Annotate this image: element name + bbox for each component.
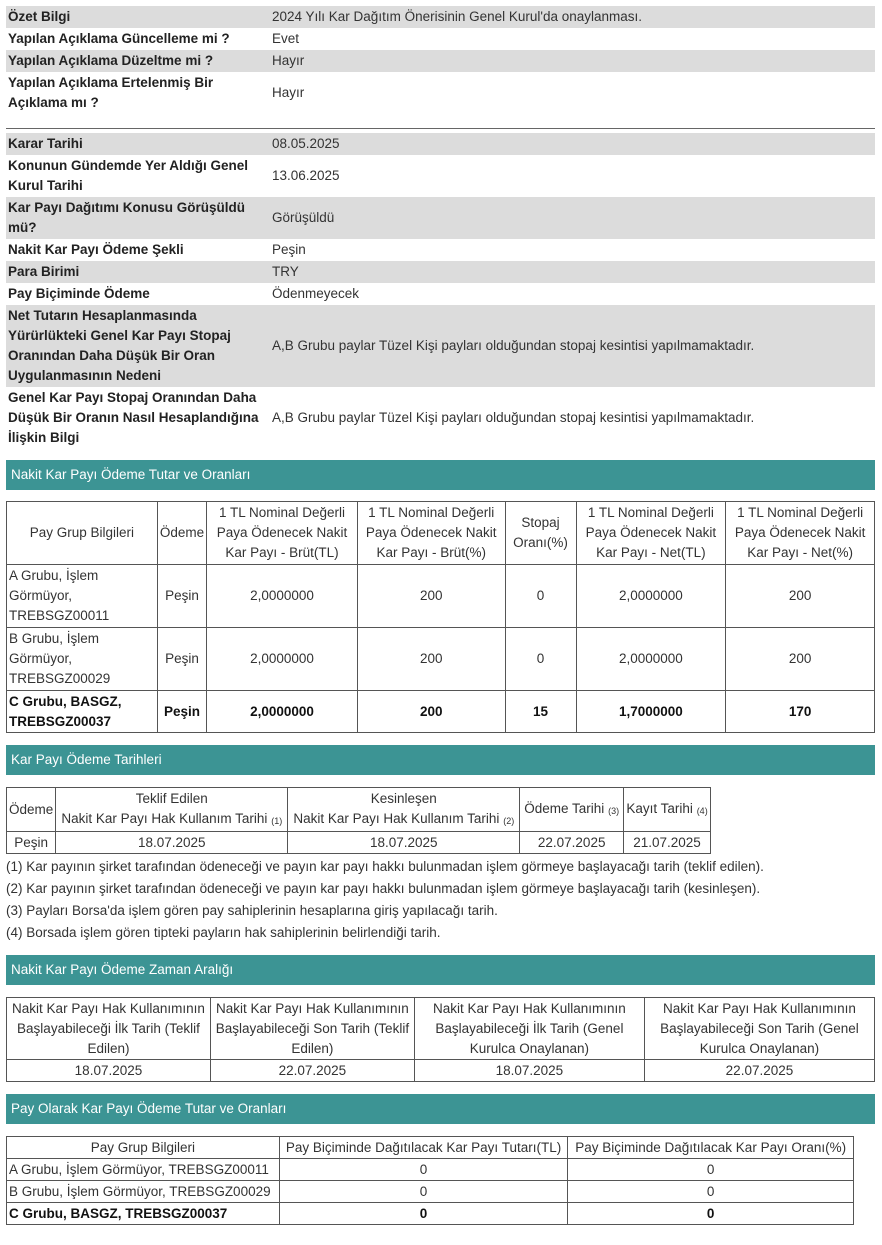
table-cell: 0 bbox=[279, 1159, 568, 1181]
stock-dividend-table bbox=[6, 1136, 854, 1225]
column-header: Stopaj Oranı(%) bbox=[505, 502, 576, 565]
table-cell: 0 bbox=[505, 628, 576, 691]
table-cell: B Grubu, İşlem Görmüyor, TREBSGZ00029 bbox=[7, 628, 158, 691]
summary-value: Hayır bbox=[272, 85, 305, 100]
table-cell: 18.07.2025 bbox=[288, 832, 520, 854]
table-cell: 0 bbox=[568, 1159, 854, 1181]
column-header: 1 TL Nominal Değerli Paya Ödenecek Nakit Kar Payı - Brüt(TL) bbox=[207, 502, 358, 565]
summary-row bbox=[6, 6, 875, 28]
details-value: A,B Grubu paylar Tüzel Kişi payları olduğundan stopaj kesintisi yapılmamaktadır. bbox=[266, 305, 875, 387]
column-header: Pay Grup Bilgileri bbox=[7, 502, 158, 565]
column-header: Nakit Kar Payı Hak Kullanımının Başlayabileceği İlk Tarih (Genel Kurulca Onaylanan) bbox=[414, 998, 644, 1060]
table-row bbox=[7, 691, 875, 733]
footnote: (3) Payları Borsa'da işlem gören pay sahiplerinin hesaplarına giriş yapılacağı tarih. bbox=[6, 903, 498, 918]
column-header: Ödeme bbox=[7, 788, 56, 832]
table-cell: 22.07.2025 bbox=[210, 1060, 414, 1082]
column-header: Nakit Kar Payı Hak Kullanımının Başlayabileceği Son Tarih (Genel Kurulca Onaylanan) bbox=[644, 998, 874, 1060]
footnote-ref: (2) bbox=[503, 815, 515, 826]
details-value: A,B Grubu paylar Tüzel Kişi payları olduğundan stopaj kesintisi yapılmamaktadır. bbox=[272, 410, 755, 425]
details-value: Görüşüldü bbox=[266, 197, 875, 239]
table-cell: 170 bbox=[726, 691, 875, 733]
details-row bbox=[6, 283, 875, 305]
summary-key: Yapılan Açıklama Güncelleme mi ? bbox=[8, 31, 230, 46]
section-header-range: Nakit Kar Payı Ödeme Zaman Aralığı bbox=[6, 955, 875, 985]
summary-key: Yapılan Açıklama Ertelenmiş Bir Açıklama mı ? bbox=[8, 75, 214, 110]
divider bbox=[6, 114, 875, 129]
footnote-ref: (4) bbox=[696, 805, 708, 816]
section-header-stock: Pay Olarak Kar Payı Ödeme Tutar ve Oranları bbox=[6, 1094, 875, 1124]
column-header: Pay Biçiminde Dağıtılacak Kar Payı Oranı(%) bbox=[568, 1137, 854, 1159]
payment-dates-table bbox=[6, 787, 711, 854]
details-key: Nakit Kar Payı Ödeme Şekli bbox=[8, 242, 184, 257]
footnote-ref: (1) bbox=[271, 815, 283, 826]
column-header bbox=[520, 788, 624, 832]
table-cell: 2,0000000 bbox=[576, 628, 726, 691]
table-cell: 2,0000000 bbox=[207, 565, 358, 628]
table-cell: 21.07.2025 bbox=[624, 832, 711, 854]
table-row bbox=[7, 1060, 875, 1082]
footnote-ref: (3) bbox=[608, 805, 620, 816]
table-cell: 200 bbox=[726, 628, 875, 691]
summary-key: Özet Bilgi bbox=[6, 6, 266, 28]
payment-range-table bbox=[6, 997, 875, 1082]
summary-row bbox=[6, 50, 875, 72]
cash-dividend-table bbox=[6, 501, 875, 733]
details-key: Genel Kar Payı Stopaj Oranından Daha Düşük Bir Oranın Nasıl Hesaplandığına İlişkin Bilgi bbox=[8, 390, 259, 445]
table-cell: 200 bbox=[357, 691, 505, 733]
table-cell: C Grubu, BASGZ, TREBSGZ00037 bbox=[7, 1203, 280, 1225]
footnote: (1) Kar payının şirket tarafından ödeneceği ve payın kar payı hakkı bulunmadan işlem görmeye başlayacağı tarih (teklif edilen). bbox=[6, 859, 764, 874]
details-key: Net Tutarın Hesaplanmasında Yürürlükteki Genel Kar Payı Stopaj Oranından Daha Düşük Bir Oran Uygulanmasının Nedeni bbox=[6, 305, 266, 387]
table-header-row bbox=[7, 788, 711, 832]
table-cell: A Grubu, İşlem Görmüyor, TREBSGZ00011 bbox=[7, 1159, 280, 1181]
details-row bbox=[6, 261, 875, 283]
table-cell: 200 bbox=[357, 628, 505, 691]
table-cell: A Grubu, İşlem Görmüyor, TREBSGZ00011 bbox=[7, 565, 158, 628]
table-cell: 2,0000000 bbox=[207, 628, 358, 691]
details-value: Peşin bbox=[272, 242, 306, 257]
table-cell: 18.07.2025 bbox=[7, 1060, 211, 1082]
table-cell: C Grubu, BASGZ, TREBSGZ00037 bbox=[7, 691, 158, 733]
table-cell: Peşin bbox=[157, 691, 206, 733]
table-cell: B Grubu, İşlem Görmüyor, TREBSGZ00029 bbox=[7, 1181, 280, 1203]
table-row bbox=[7, 1181, 854, 1203]
details-table bbox=[6, 133, 875, 449]
summary-table bbox=[6, 6, 875, 114]
column-header-label: Ödeme Tarihi bbox=[524, 800, 605, 816]
details-row bbox=[6, 239, 875, 261]
column-header-bottom: Nakit Kar Payı Hak Kullanım Tarihi bbox=[61, 810, 268, 826]
table-cell: 22.07.2025 bbox=[644, 1060, 874, 1082]
table-row bbox=[7, 1159, 854, 1181]
column-header: 1 TL Nominal Değerli Paya Ödenecek Nakit Kar Payı - Net(TL) bbox=[576, 502, 726, 565]
details-key: Kar Payı Dağıtımı Konusu Görüşüldü mü? bbox=[6, 197, 266, 239]
column-header: 1 TL Nominal Değerli Paya Ödenecek Nakit Kar Payı - Net(%) bbox=[726, 502, 875, 565]
column-header: Nakit Kar Payı Hak Kullanımının Başlayabileceği Son Tarih (Teklif Edilen) bbox=[210, 998, 414, 1060]
footnote: (2) Kar payının şirket tarafından ödeneceği ve payın kar payı hakkı bulunmadan işlem görmeye başlayacağı tarih (kesinleşen). bbox=[6, 881, 761, 896]
table-cell: 2,0000000 bbox=[576, 565, 726, 628]
details-key: Konunun Gündemde Yer Aldığı Genel Kurul Tarihi bbox=[8, 158, 249, 193]
table-cell: 200 bbox=[357, 565, 505, 628]
table-cell: 0 bbox=[568, 1181, 854, 1203]
table-row bbox=[7, 832, 711, 854]
section-header-cash: Nakit Kar Payı Ödeme Tutar ve Oranları bbox=[6, 460, 875, 490]
table-header-row bbox=[7, 998, 875, 1060]
table-cell: 15 bbox=[505, 691, 576, 733]
table-row bbox=[7, 628, 875, 691]
table-cell: 2,0000000 bbox=[207, 691, 358, 733]
column-header-top: Kesinleşen bbox=[370, 790, 437, 806]
details-value: 08.05.2025 bbox=[266, 133, 875, 155]
table-row bbox=[7, 1203, 854, 1225]
column-header: Pay Grup Bilgileri bbox=[7, 1137, 280, 1159]
table-cell: 0 bbox=[279, 1181, 568, 1203]
column-header: Ödeme bbox=[157, 502, 206, 565]
details-row bbox=[6, 133, 875, 155]
table-cell: 18.07.2025 bbox=[414, 1060, 644, 1082]
column-header: Pay Biçiminde Dağıtılacak Kar Payı Tutarı(TL) bbox=[279, 1137, 568, 1159]
table-cell: 1,7000000 bbox=[576, 691, 726, 733]
section-header-dates: Kar Payı Ödeme Tarihleri bbox=[6, 745, 875, 775]
table-cell: 0 bbox=[279, 1203, 568, 1225]
table-cell: 22.07.2025 bbox=[520, 832, 624, 854]
table-cell: Peşin bbox=[157, 565, 206, 628]
table-cell: Peşin bbox=[157, 628, 206, 691]
table-cell: 0 bbox=[505, 565, 576, 628]
details-value: TRY bbox=[266, 261, 875, 283]
footnotes bbox=[6, 856, 875, 944]
details-value: Ödenmeyecek bbox=[272, 286, 360, 301]
column-header-label: Kayıt Tarihi bbox=[626, 800, 693, 816]
details-row bbox=[6, 197, 875, 239]
summary-value: Evet bbox=[272, 31, 300, 46]
column-header bbox=[56, 788, 288, 832]
table-cell: 18.07.2025 bbox=[56, 832, 288, 854]
details-row bbox=[6, 387, 875, 449]
details-key: Karar Tarihi bbox=[6, 133, 266, 155]
column-header bbox=[624, 788, 711, 832]
table-header-row bbox=[7, 502, 875, 565]
details-row bbox=[6, 155, 875, 197]
details-key: Para Birimi bbox=[6, 261, 266, 283]
summary-value: 2024 Yılı Kar Dağıtım Önerisinin Genel Kurul'da onaylanması. bbox=[266, 6, 875, 28]
summary-row bbox=[6, 72, 875, 114]
table-header-row bbox=[7, 1137, 854, 1159]
summary-key: Yapılan Açıklama Düzeltme mi ? bbox=[6, 50, 266, 72]
summary-row bbox=[6, 28, 875, 50]
column-header: 1 TL Nominal Değerli Paya Ödenecek Nakit Kar Payı - Brüt(%) bbox=[357, 502, 505, 565]
details-row bbox=[6, 305, 875, 387]
table-cell: 200 bbox=[726, 565, 875, 628]
details-value: 13.06.2025 bbox=[272, 168, 340, 183]
details-key: Pay Biçiminde Ödeme bbox=[8, 286, 150, 301]
column-header: Nakit Kar Payı Hak Kullanımının Başlayabileceği İlk Tarih (Teklif Edilen) bbox=[7, 998, 211, 1060]
table-cell: 0 bbox=[568, 1203, 854, 1225]
column-header-bottom: Nakit Kar Payı Hak Kullanım Tarihi bbox=[293, 810, 500, 826]
summary-value: Hayır bbox=[266, 50, 875, 72]
column-header bbox=[288, 788, 520, 832]
column-header-top: Teklif Edilen bbox=[135, 790, 208, 806]
table-cell: Peşin bbox=[7, 832, 56, 854]
footnote: (4) Borsada işlem gören tipteki payların hak sahiplerinin belirlendiği tarih. bbox=[6, 925, 441, 940]
table-row bbox=[7, 565, 875, 628]
